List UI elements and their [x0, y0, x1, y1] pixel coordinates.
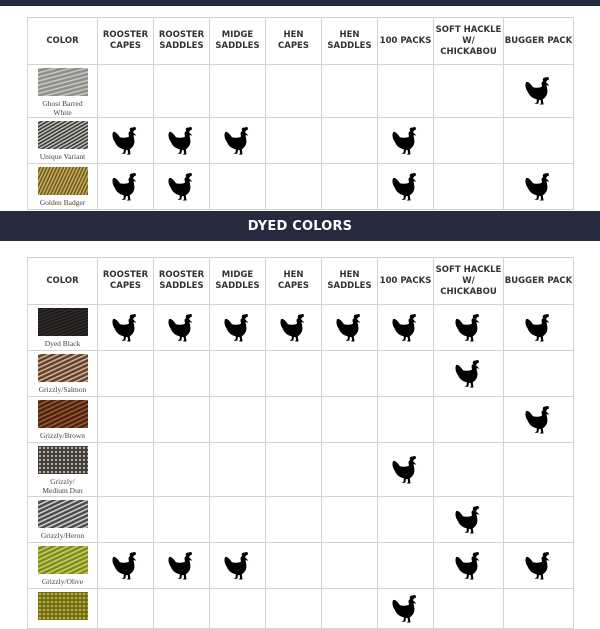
color-name: Unique Variant [39, 152, 86, 161]
rooster-icon [111, 171, 141, 203]
feather-swatch-image [38, 167, 88, 195]
column-header: 100 PACKS [378, 258, 434, 305]
availability-cell [98, 305, 154, 351]
column-header: BUGGER PACK [504, 18, 574, 65]
color-cell [28, 589, 98, 629]
availability-cell [266, 305, 322, 351]
rooster-icon [524, 75, 554, 107]
availability-cell [266, 589, 322, 629]
rooster-icon [167, 125, 197, 157]
column-header: MIDGE SADDLES [210, 18, 266, 65]
availability-cell [434, 118, 504, 164]
color-cell [28, 65, 98, 118]
table-row [28, 443, 574, 497]
availability-cell [434, 543, 504, 589]
availability-cell [154, 164, 210, 210]
availability-cell [266, 497, 322, 543]
availability-cell [210, 497, 266, 543]
availability-cell [266, 443, 322, 497]
rooster-icon [223, 312, 253, 344]
availability-cell [322, 65, 378, 118]
availability-cell [154, 118, 210, 164]
availability-cell [98, 497, 154, 543]
availability-cell [266, 164, 322, 210]
availability-cell [504, 164, 574, 210]
availability-cell [378, 543, 434, 589]
availability-cell [434, 497, 504, 543]
availability-cell [378, 164, 434, 210]
availability-cell [210, 164, 266, 210]
availability-cell [210, 118, 266, 164]
availability-cell [322, 543, 378, 589]
availability-cell [504, 543, 574, 589]
availability-cell [98, 118, 154, 164]
availability-cell [504, 351, 574, 397]
column-header: MIDGE SADDLES [210, 258, 266, 305]
table-row [28, 65, 574, 118]
color-name: Dyed Black [44, 339, 81, 348]
dyed-colors-table [27, 257, 574, 629]
color-cell [28, 443, 98, 497]
availability-cell [434, 443, 504, 497]
availability-cell [434, 589, 504, 629]
column-header: ROOSTER CAPES [98, 18, 154, 65]
availability-cell [434, 305, 504, 351]
table-row [28, 543, 574, 589]
rooster-icon [111, 550, 141, 582]
availability-cell [378, 118, 434, 164]
table-row [28, 589, 574, 629]
availability-cell [210, 351, 266, 397]
availability-cell [322, 164, 378, 210]
color-name: Ghost Barred White [42, 99, 83, 117]
availability-cell [210, 443, 266, 497]
color-cell [28, 351, 98, 397]
availability-cell [504, 589, 574, 629]
rooster-icon [454, 550, 484, 582]
column-header: ROOSTER SADDLES [154, 18, 210, 65]
availability-cell [434, 65, 504, 118]
availability-cell [266, 118, 322, 164]
availability-cell [154, 497, 210, 543]
availability-cell [154, 305, 210, 351]
column-header: HEN SADDLES [322, 18, 378, 65]
availability-cell [98, 65, 154, 118]
table-row [28, 397, 574, 443]
availability-cell [210, 589, 266, 629]
column-header: ROOSTER CAPES [98, 258, 154, 305]
table-row [28, 497, 574, 543]
feather-swatch-image [38, 546, 88, 574]
feather-swatch-image [38, 500, 88, 528]
rooster-icon [454, 358, 484, 390]
table-row [28, 164, 574, 210]
availability-cell [210, 305, 266, 351]
feather-swatch-image [38, 446, 88, 474]
availability-cell [98, 543, 154, 589]
availability-cell [98, 397, 154, 443]
rooster-icon [111, 125, 141, 157]
table-row [28, 118, 574, 164]
availability-cell [504, 443, 574, 497]
column-header: COLOR [28, 18, 98, 65]
availability-cell [266, 543, 322, 589]
availability-cell [154, 397, 210, 443]
availability-cell [322, 397, 378, 443]
availability-cell [98, 164, 154, 210]
table-header-row [28, 18, 574, 65]
column-header: COLOR [28, 258, 98, 305]
availability-cell [154, 543, 210, 589]
rooster-icon [391, 454, 421, 486]
natural-colors-table [27, 17, 574, 210]
table-row [28, 305, 574, 351]
availability-cell [378, 589, 434, 629]
column-header: 100 PACKS [378, 18, 434, 65]
availability-cell [434, 397, 504, 443]
availability-cell [378, 497, 434, 543]
table-header-row [28, 258, 574, 305]
color-cell [28, 543, 98, 589]
availability-cell [322, 305, 378, 351]
availability-cell [210, 543, 266, 589]
availability-cell [504, 305, 574, 351]
availability-cell [504, 118, 574, 164]
rooster-icon [454, 312, 484, 344]
availability-cell [434, 351, 504, 397]
rooster-icon [111, 312, 141, 344]
table-row [28, 351, 574, 397]
rooster-icon [454, 504, 484, 536]
color-cell [28, 397, 98, 443]
section-title-dyed-colors: DYED COLORS [0, 211, 600, 241]
color-cell [28, 118, 98, 164]
rooster-icon [167, 312, 197, 344]
color-name: Golden Badger [39, 198, 86, 207]
rooster-icon [524, 312, 554, 344]
availability-cell [210, 397, 266, 443]
rooster-icon [223, 125, 253, 157]
availability-cell [322, 589, 378, 629]
feather-swatch-image [38, 121, 88, 149]
color-cell [28, 497, 98, 543]
availability-cell [266, 65, 322, 118]
availability-cell [322, 443, 378, 497]
column-header: HEN CAPES [266, 18, 322, 65]
column-header: HEN CAPES [266, 258, 322, 305]
availability-cell [154, 351, 210, 397]
availability-cell [266, 397, 322, 443]
availability-cell [210, 65, 266, 118]
availability-cell [154, 589, 210, 629]
rooster-icon [524, 171, 554, 203]
availability-cell [154, 443, 210, 497]
feather-swatch-image [38, 68, 88, 96]
feather-swatch-image [38, 592, 88, 620]
column-header: SOFT HACKLE W/ CHICKABOU [434, 18, 504, 65]
rooster-icon [167, 171, 197, 203]
availability-cell [434, 164, 504, 210]
color-name: Grizzly/Olive [41, 577, 84, 586]
rooster-icon [524, 550, 554, 582]
availability-cell [504, 397, 574, 443]
availability-cell [378, 305, 434, 351]
color-name: Grizzly/Brown [40, 431, 85, 440]
availability-cell [154, 65, 210, 118]
column-header: ROOSTER SADDLES [154, 258, 210, 305]
rooster-icon [524, 404, 554, 436]
feather-swatch-image [38, 354, 88, 382]
rooster-icon [223, 550, 253, 582]
color-name: Grizzly/Heron [40, 531, 85, 540]
availability-cell [322, 497, 378, 543]
color-cell [28, 164, 98, 210]
column-header: SOFT HACKLE W/ CHICKABOU [434, 258, 504, 305]
availability-cell [322, 118, 378, 164]
rooster-icon [391, 312, 421, 344]
rooster-icon [391, 171, 421, 203]
rooster-icon [391, 593, 421, 625]
feather-swatch-image [38, 400, 88, 428]
rooster-icon [391, 125, 421, 157]
availability-cell [266, 351, 322, 397]
availability-cell [98, 351, 154, 397]
availability-cell [98, 443, 154, 497]
rooster-icon [279, 312, 309, 344]
column-header: HEN SADDLES [322, 258, 378, 305]
availability-cell [378, 397, 434, 443]
availability-cell [98, 589, 154, 629]
top-header-bar [0, 0, 600, 6]
availability-cell [504, 65, 574, 118]
availability-cell [378, 351, 434, 397]
availability-cell [504, 497, 574, 543]
availability-cell [322, 351, 378, 397]
availability-cell [378, 443, 434, 497]
rooster-icon [167, 550, 197, 582]
feather-swatch-image [38, 308, 88, 336]
color-cell [28, 305, 98, 351]
color-name: Grizzly/ Medium Dun [42, 477, 83, 495]
column-header: BUGGER PACK [504, 258, 574, 305]
rooster-icon [335, 312, 365, 344]
color-name: Grizzly/Salmon [38, 385, 87, 394]
availability-cell [378, 65, 434, 118]
